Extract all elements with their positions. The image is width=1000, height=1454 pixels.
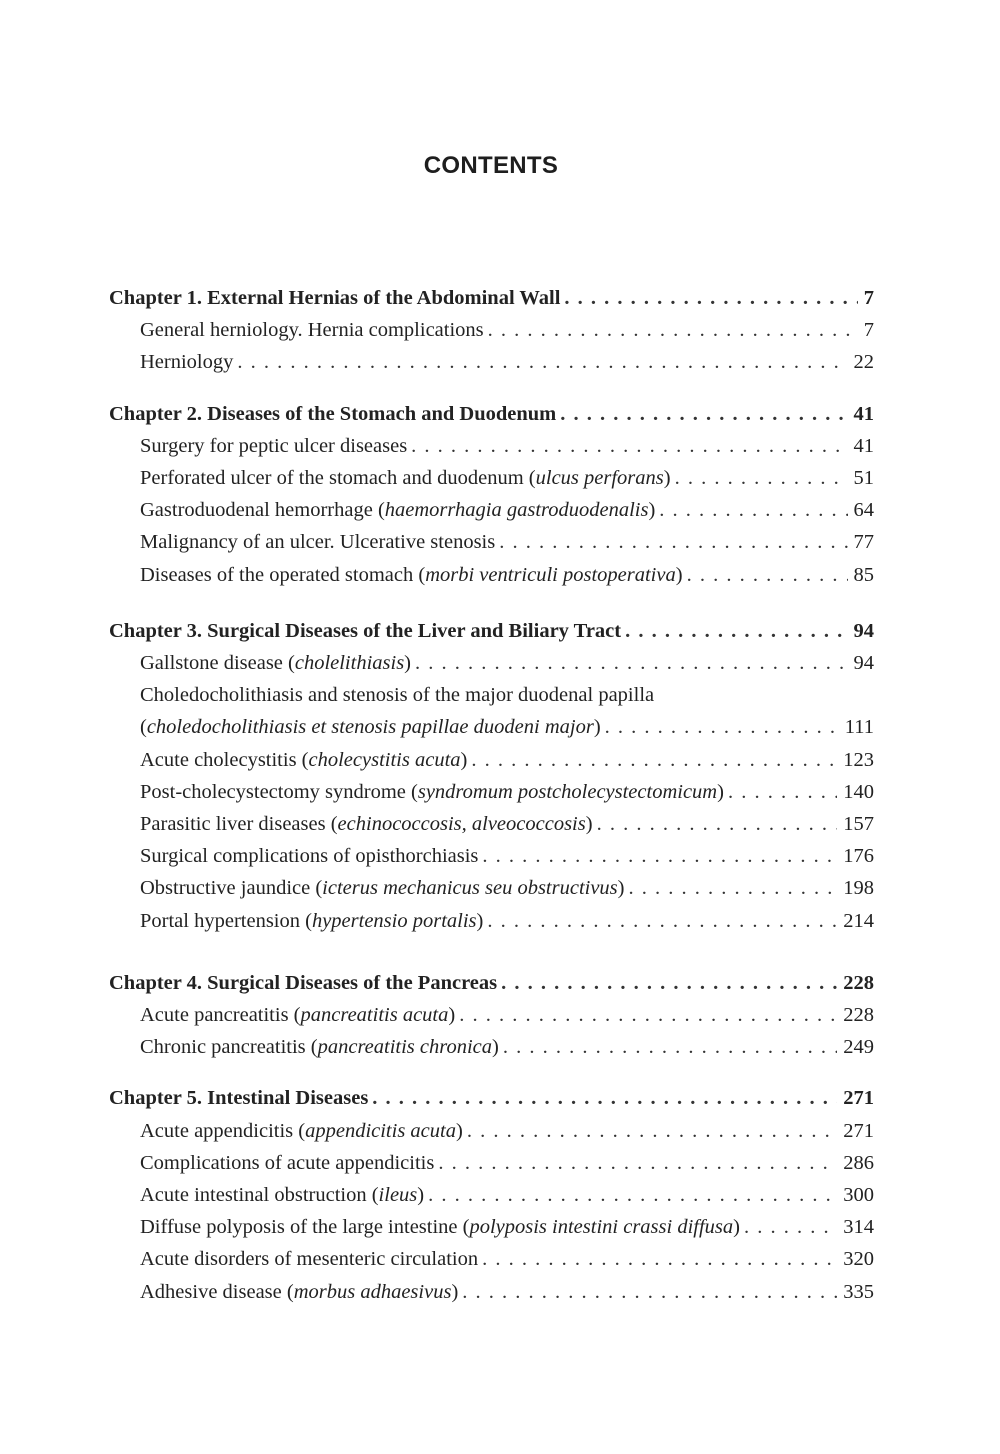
entry-title-continuation: (choledocholithiasis et stenosis papillae duodeni major): [140, 716, 601, 739]
toc-entry[interactable]: [109, 314, 874, 346]
dot-leader: [655, 494, 847, 526]
toc-entry[interactable]: [109, 1147, 874, 1179]
page-number: 7: [863, 287, 874, 309]
entry-title: Surgery for peptic ulcer diseases: [140, 434, 408, 457]
page-number: 271: [843, 1119, 874, 1142]
page-number: 85: [853, 563, 874, 586]
toc-entry-continuation[interactable]: [109, 711, 874, 743]
chapter-title: Chapter 1. External Hernias of the Abdominal Wall: [109, 287, 561, 309]
dot-leader: [407, 430, 847, 462]
page-number: 314: [843, 1216, 874, 1239]
page-number: 123: [843, 748, 874, 771]
dot-leader: [434, 1147, 837, 1179]
entry-title: Complications of acute appendicitis: [140, 1151, 435, 1174]
entry-title: Surgical complications of opisthorchiasis: [140, 845, 479, 868]
entry-title: Gallstone disease (cholelithiasis): [140, 652, 411, 675]
toc-entry[interactable]: [109, 647, 874, 679]
page-number: 157: [843, 813, 874, 836]
dot-leader: [724, 776, 837, 808]
dot-leader: [467, 744, 837, 776]
chapter-title: Chapter 3. Surgical Diseases of the Liver and Biliary Tract: [109, 619, 622, 642]
entry-title: Choledocholithiasis and stenosis of the major duodenal papilla: [140, 684, 655, 707]
chapter-heading[interactable]: [109, 398, 874, 430]
entry-title: Acute intestinal obstruction (ileus): [140, 1184, 425, 1207]
dot-leader: [478, 1243, 837, 1275]
toc-entry[interactable]: [109, 905, 874, 937]
page-number: 41: [853, 402, 874, 425]
page-number: 64: [853, 499, 874, 522]
toc-entry[interactable]: [109, 1211, 874, 1243]
toc-entry[interactable]: [109, 808, 874, 840]
dot-leader: [683, 559, 848, 591]
chapter-4: [109, 967, 874, 1064]
chapter-title: Chapter 5. Intestinal Diseases: [109, 1087, 369, 1110]
toc-entry[interactable]: [109, 776, 874, 808]
dot-leader: [601, 711, 839, 743]
toc-entry[interactable]: [109, 744, 874, 776]
chapter-1: [109, 282, 874, 379]
toc-entry[interactable]: [109, 462, 874, 494]
toc-entry[interactable]: [109, 1243, 874, 1275]
entry-title: Portal hypertension (hypertensio portalis): [140, 909, 484, 932]
chapter-3: [109, 615, 874, 937]
chapter-heading[interactable]: [109, 967, 874, 999]
page-title: CONTENTS: [423, 152, 559, 179]
entry-title: Diffuse polyposis of the large intestine (polyposis intestini crassi diffusa): [140, 1216, 740, 1239]
page-number: 335: [843, 1280, 874, 1303]
dot-leader: [483, 905, 837, 937]
page-number: 176: [843, 845, 874, 868]
entry-title: Gastroduodenal hemorrhage (haemorrhagia gastroduodenalis): [140, 499, 656, 522]
page-number: 228: [843, 971, 874, 994]
entry-title: Adhesive disease (morbus adhaesivus): [140, 1280, 459, 1303]
chapter-heading[interactable]: [109, 1082, 874, 1114]
dot-leader: [455, 999, 837, 1031]
entry-title: Acute appendicitis (appendicitis acuta): [140, 1119, 463, 1142]
toc-entry[interactable]: [109, 840, 874, 872]
chapter-2: [109, 398, 874, 591]
dot-leader: [621, 615, 847, 647]
dot-leader: [556, 398, 847, 430]
dot-leader: [233, 346, 847, 378]
dot-leader: [458, 1276, 837, 1308]
entry-title: Acute pancreatitis (pancreatitis acuta): [140, 1004, 456, 1027]
chapter-heading[interactable]: [109, 615, 874, 647]
dot-leader: [740, 1211, 837, 1243]
chapter-title: Chapter 4. Surgical Diseases of the Pancreas: [109, 971, 498, 994]
entry-title: Chronic pancreatitis (pancreatitis chronica): [140, 1036, 499, 1059]
table-of-contents: [109, 282, 874, 1308]
page-number: 140: [843, 780, 874, 803]
toc-entry[interactable]: [109, 346, 874, 378]
page-number: 51: [853, 467, 874, 490]
toc-entry[interactable]: [109, 1115, 874, 1147]
page-number: 198: [843, 877, 874, 900]
toc-entry[interactable]: [109, 559, 874, 591]
toc-entry-first-line[interactable]: [109, 679, 874, 711]
dot-leader: [625, 872, 838, 904]
dot-leader: [424, 1179, 837, 1211]
toc-entry[interactable]: [109, 1179, 874, 1211]
page-number: 214: [843, 909, 874, 932]
chapter-title: Chapter 2. Diseases of the Stomach and Duodenum: [109, 402, 557, 425]
entry-title: Malignancy of an ulcer. Ulcerative stenosis: [140, 531, 496, 554]
toc-entry[interactable]: [109, 430, 874, 462]
page-number: 300: [843, 1184, 874, 1207]
toc-entry[interactable]: [109, 999, 874, 1031]
chapter-heading[interactable]: [109, 282, 874, 314]
entry-title: General herniology. Hernia complications: [140, 319, 484, 342]
page-number: 271: [843, 1087, 874, 1110]
dot-leader: [463, 1115, 837, 1147]
dot-leader: [560, 282, 857, 314]
dot-leader: [411, 647, 848, 679]
dot-leader: [593, 808, 838, 840]
toc-entry[interactable]: [109, 526, 874, 558]
entry-title: Diseases of the operated stomach (morbi ventriculi postoperativa): [140, 563, 683, 586]
toc-entry[interactable]: [109, 1031, 874, 1063]
dot-leader: [478, 840, 837, 872]
entry-title: Parasitic liver diseases (echinococcosis, alveococcosis): [140, 813, 593, 836]
dot-leader: [671, 462, 848, 494]
entry-title: Herniology: [140, 351, 234, 374]
page-number: 249: [843, 1036, 874, 1059]
dot-leader: [368, 1082, 837, 1114]
page-number: 320: [843, 1248, 874, 1271]
page-number: 94: [853, 619, 874, 642]
dot-leader: [495, 526, 847, 558]
page-number: 22: [853, 351, 874, 374]
toc-entry[interactable]: [109, 494, 874, 526]
page-number: 111: [844, 716, 874, 739]
dot-leader: [499, 1031, 837, 1063]
page-number: 228: [843, 1004, 874, 1027]
toc-entry[interactable]: [109, 1276, 874, 1308]
page-number: 41: [853, 434, 874, 457]
toc-entry[interactable]: [109, 872, 874, 904]
dot-leader: [497, 967, 837, 999]
entry-title: Acute cholecystitis (cholecystitis acuta): [140, 748, 468, 771]
entry-title: Perforated ulcer of the stomach and duodenum (ulcus perforans): [140, 467, 671, 490]
page-number: 77: [853, 531, 874, 554]
entry-title: Post-cholecystectomy syndrome (syndromum postcholecystectomicum): [140, 780, 724, 803]
dot-leader: [484, 314, 858, 346]
page-number: 286: [843, 1151, 874, 1174]
chapter-5: [109, 1082, 874, 1307]
entry-title: Obstructive jaundice (icterus mechanicus seu obstructivus): [140, 877, 625, 900]
page-number: 94: [853, 652, 874, 675]
page-number: 7: [863, 319, 874, 342]
entry-title: Acute disorders of mesenteric circulation: [140, 1248, 479, 1271]
